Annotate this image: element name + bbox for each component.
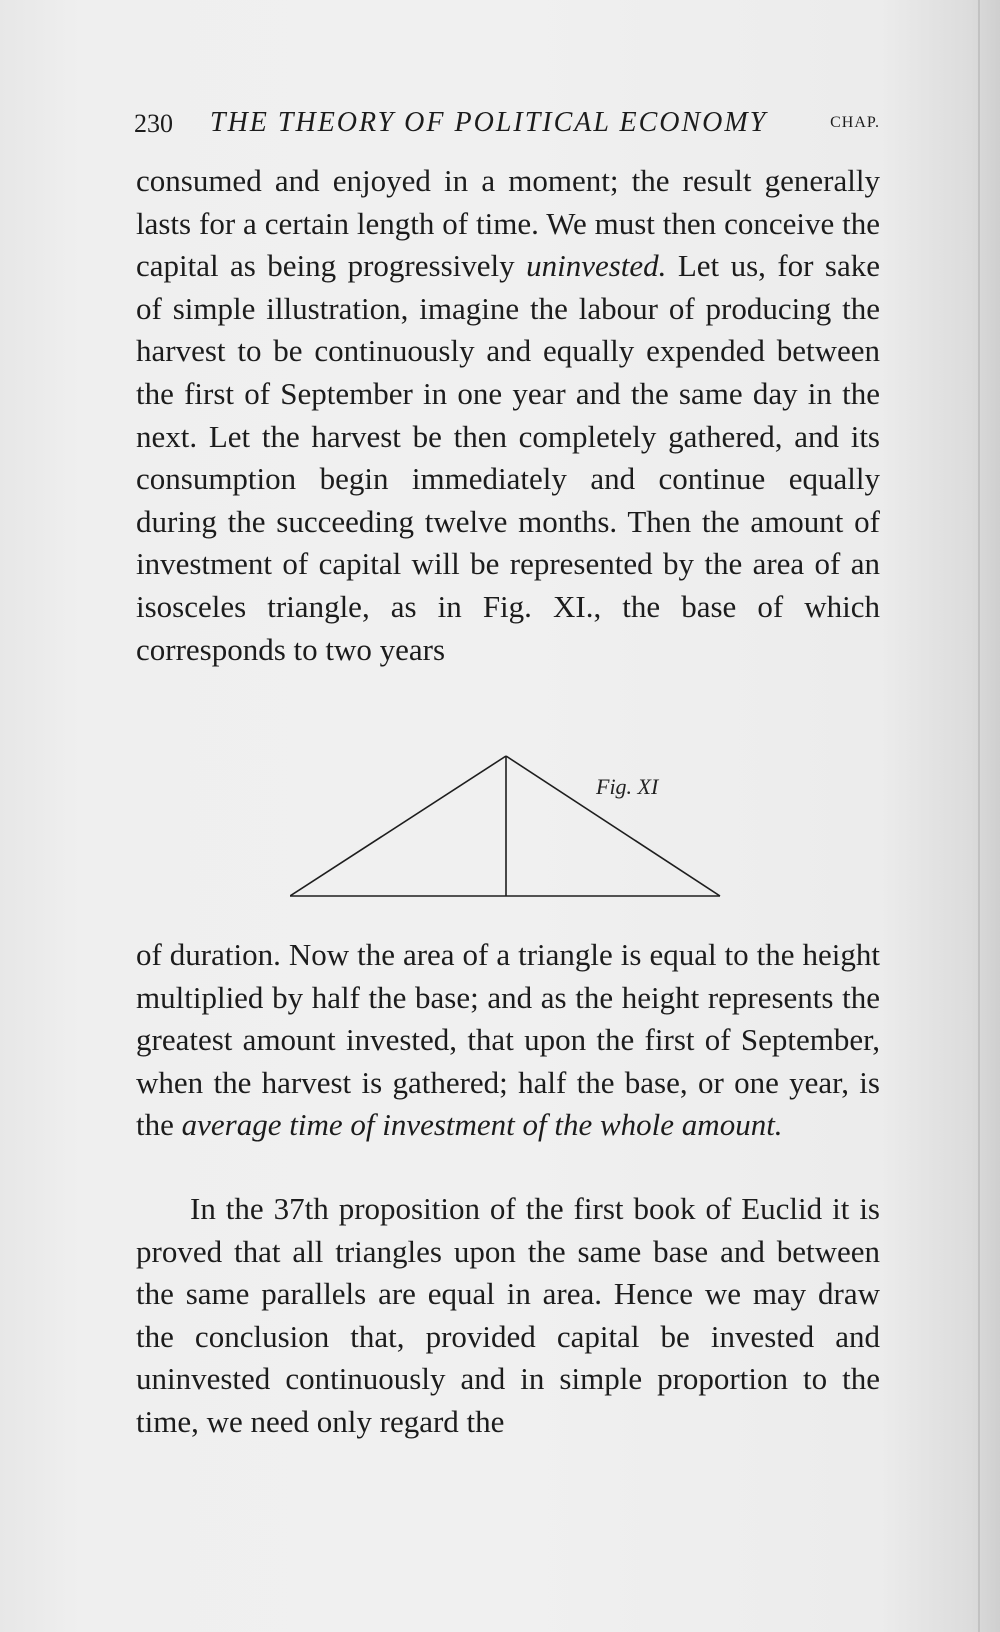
paragraph-2-text: of duration. Now the area of a triangle is equal to the height multiplied by half the base; and as the height represents the greatest amount invested, that upon the first of September, when the harvest is gathered; half the base, or one year, is the <box>136 937 880 1143</box>
paragraph-3: In the 37th proposition of the first book of Euclid it is proved that all triangles upon the same base and between the same parallels are equal in area. Hence we may draw the conclusion that, provided capital be invested and uninvested continuously and in simple proportion to the time, we need only regard the <box>136 1191 880 1439</box>
paragraph-1-emphasis: uninvested. <box>526 248 667 284</box>
page-number: 230 <box>134 109 173 138</box>
paragraph-1-text-a: consumed and enjoyed in a moment; the result generally lasts for a certain length of time. We must then conceive the capital as being progressively <box>136 163 880 284</box>
page-edge <box>978 0 980 1632</box>
paragraph-1 <box>136 160 880 671</box>
paragraph-1-text-b: Let us, for sake of simple illustration, imagine the labour of producing the harvest to be continuously and equally expended between the first of September in one year and the same day in the next. Let the harvest be then completely gathered, and its consumption begin immediately and continue equally during the succeeding twelve months. Then the amount of investment of capital will be represented by the area of an isosceles triangle, as in Fig. XI., the base of which corresponds to two years <box>136 248 880 667</box>
chapter-mark: CHAP. <box>830 114 880 131</box>
figure-xi <box>290 748 730 908</box>
paragraph-2-emphasis: average time of investment of the whole amount. <box>181 1107 783 1143</box>
figure-label: Fig. XI <box>596 774 659 799</box>
paragraph-2 <box>136 934 880 1147</box>
running-title: THE THEORY OF POLITICAL ECONOMY <box>210 107 768 138</box>
triangle-diagram <box>290 748 730 908</box>
page-header <box>134 105 880 145</box>
triangle-left-side <box>290 756 506 896</box>
